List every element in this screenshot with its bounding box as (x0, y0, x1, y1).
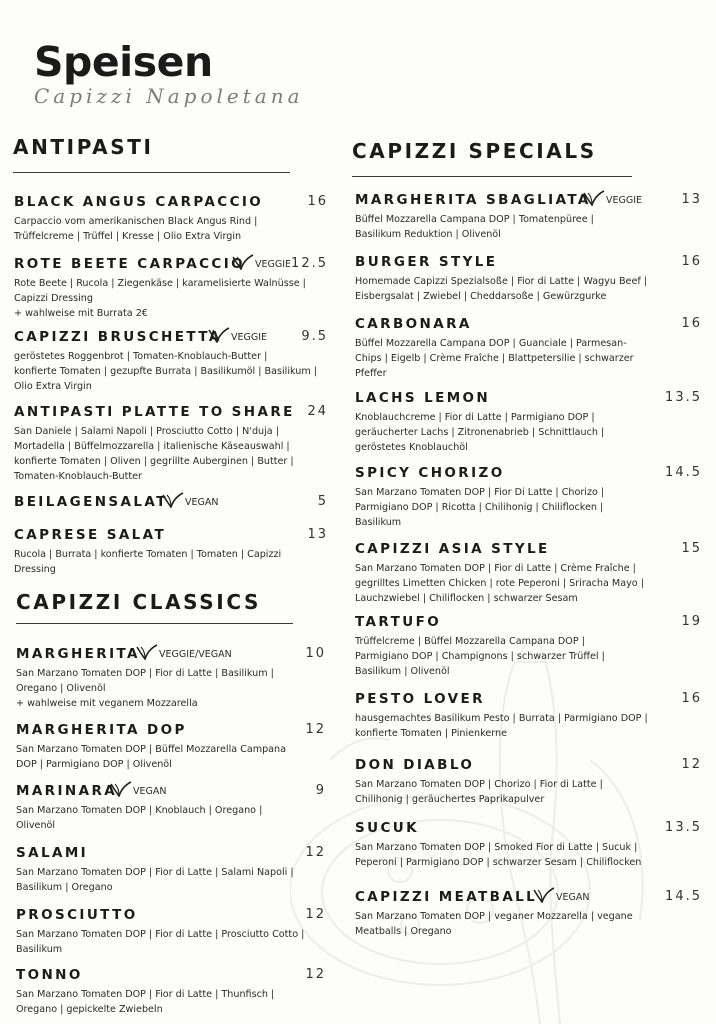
description-line: San Marzano Tomaten DOP | Büffel Mozzarella Campana (16, 744, 287, 755)
item-description (355, 561, 644, 606)
item-price: 13 (681, 192, 702, 207)
description-line: Oregano | gepickelte Zwiebeln (16, 1004, 163, 1015)
description-line: Carpaccio vom amerikanischen Black Angus Rind | (14, 216, 258, 227)
description-line: Rote Beete | Rucola | Ziegenkäse | karamelisierte Walnüsse | (14, 278, 306, 289)
item-description (355, 274, 647, 304)
item-price: 16 (307, 194, 328, 209)
description-line: konfierte Tomaten | Pinienkerne (355, 728, 508, 739)
description-line: geröstetes Knoblauchöl (355, 442, 468, 453)
description-line: Knoblauchcreme | Fior di Latte | Parmigiano DOP | (355, 412, 595, 423)
description-line: Büffel Mozzarella Campana DOP | Tomatenpüree | (355, 214, 594, 225)
description-line: Basilikum | Olivenöl (355, 666, 450, 677)
item-price: 12 (305, 845, 326, 860)
leaf-icon (162, 492, 184, 508)
description-line: Meatballs | Oregano (355, 926, 452, 937)
description-line: Basilikum | Oregano (16, 882, 113, 893)
item-price: 14.5 (665, 889, 702, 904)
description-line: San Marzano Tomaten DOP | Fior Di Latte | Chorizo | (355, 487, 605, 498)
item-name: MARGHERITA (16, 646, 140, 662)
description-line: geräucherter Lachs | Zitronenabrieb | Schnittlauch | (355, 427, 605, 438)
item-description (16, 865, 294, 895)
description-line: San Marzano Tomaten DOP | Smoked Fior di Latte | Sucuk | (355, 842, 638, 853)
description-line: Tomaten-Knoblauch-Butter (14, 471, 142, 482)
diet-tag-label: VEGGIE (231, 332, 268, 343)
item-price: 16 (681, 691, 702, 706)
description-line: konfierte Tomaten | gezupfte Burrata | Basilikumöl | Basilikum | (14, 366, 317, 377)
leaf-icon (110, 781, 132, 797)
description-line: Chilihonig | geräuchertes Paprikapulver (355, 794, 545, 805)
item-description (14, 424, 294, 484)
description-line: Dressing (14, 564, 56, 575)
diet-tag (110, 781, 166, 797)
description-line: Eisbergsalat | Zwiebel | Cheddarsoße | Gewürzgurke (355, 291, 607, 302)
item-description (16, 742, 286, 772)
description-line: DOP | Parmigiano DOP | Olivenöl (16, 759, 172, 770)
item-name: PESTO LOVER (355, 691, 485, 707)
leaf-icon (583, 190, 605, 206)
item-price: 16 (681, 254, 702, 269)
item-name: BURGER STYLE (355, 254, 498, 270)
item-description (16, 927, 304, 957)
item-name: SPICY CHORIZO (355, 465, 505, 481)
item-name: CAPRESE SALAT (14, 527, 167, 543)
item-name: CAPIZZI ASIA STYLE (355, 541, 550, 557)
leaf-icon (208, 327, 230, 343)
item-description (16, 987, 274, 1017)
diet-tag (583, 190, 642, 206)
item-price: 12.5 (291, 256, 328, 271)
description-line: gegrilltes Limetten Chicken | rote Peperoni | Sriracha Mayo | (355, 578, 644, 589)
description-line: Mortadella | Büffelmozzarella | italienische Käseauswahl | (14, 441, 290, 452)
divider (13, 172, 290, 173)
description-line: hausgemachtes Basilikum Pesto | Burrata | Parmigiano DOP | (355, 713, 648, 724)
description-line: San Marzano Tomaten DOP | Chorizo | Fior di Latte | (355, 779, 603, 790)
item-description (355, 711, 648, 741)
item-description (14, 547, 281, 577)
item-name: MARGHERITA SBAGLIATA (355, 192, 591, 208)
item-name: CARBONARA (355, 316, 472, 332)
description-line: Olivenöl (16, 820, 56, 831)
item-name: ANTIPASTI PLATTE TO SHARE (14, 404, 295, 420)
diet-tag (162, 492, 218, 508)
description-line: + wahlweise mit Burrata 2€ (14, 308, 148, 319)
description-line: Trüffelcreme | Büffel Mozzarella Campana DOP | (355, 636, 585, 647)
diet-tag-label: VEGGIE (255, 259, 292, 270)
item-price: 9 (315, 783, 326, 798)
diet-tag-label: VEGGIE/VEGAN (159, 649, 232, 660)
description-line: Pfeffer (355, 368, 387, 379)
item-name: PROSCIUTTO (16, 907, 138, 923)
section-classics: CAPIZZI CLASSICS (16, 590, 261, 614)
description-line: San Daniele | Salami Napoli | Prosciutto Cotto | N'duja | (14, 426, 279, 437)
description-line: San Marzano Tomaten DOP | veganer Mozzarella | vegane (355, 911, 633, 922)
diet-tag-label: VEGAN (133, 786, 167, 797)
diet-tag-label: VEGAN (556, 892, 590, 903)
item-description (355, 410, 604, 455)
item-description (14, 276, 306, 321)
pizza-chef-illustration (290, 640, 716, 1024)
description-line: + wahlweise mit veganem Mozzarella (16, 698, 198, 709)
item-price: 12 (305, 722, 326, 737)
item-price: 13.5 (665, 390, 702, 405)
item-price: 12 (681, 757, 702, 772)
item-name: BLACK ANGUS CARPACCIO (14, 194, 264, 210)
leaf-icon (232, 254, 254, 270)
item-description (16, 803, 262, 833)
item-price: 19 (681, 614, 702, 629)
item-name: LACHS LEMON (355, 390, 491, 406)
description-line: San Marzano Tomaten DOP | Fior di Latte | Thunfisch | (16, 989, 275, 1000)
item-description (355, 212, 594, 242)
section-antipasti: ANTIPASTI (13, 135, 154, 159)
item-description (355, 336, 634, 381)
item-name: BEILAGENSALAT (14, 494, 168, 510)
item-description (14, 349, 317, 394)
item-description (16, 666, 274, 711)
diet-tag (208, 327, 267, 343)
leaf-icon (136, 644, 158, 660)
leaf-icon (533, 887, 555, 903)
description-line: Trüffelcreme | Trüffel | Kresse | Olio Extra Virgin (14, 231, 242, 242)
diet-tag-label: VEGGIE (606, 195, 643, 206)
item-price: 12 (305, 907, 326, 922)
item-price: 15 (681, 541, 702, 556)
description-line: Oregano | Olivenöl (16, 683, 106, 694)
item-price: 13 (307, 527, 328, 542)
item-price: 5 (317, 494, 328, 509)
description-line: Parmigiano DOP | Ricotta | Chilihonig | Chiliflocken | (355, 502, 604, 513)
description-line: Homemade Capizzi Spezialsoße | Fior di Latte | Wagyu Beef | (355, 276, 648, 287)
description-line: Capizzi Dressing (14, 293, 93, 304)
description-line: geröstetes Roggenbrot | Tomaten-Knoblauch-Butter | (14, 351, 268, 362)
description-line: Olio Extra Virgin (14, 381, 92, 392)
item-name: CAPIZZI BRUSCHETTA (14, 329, 222, 345)
item-name: SUCUK (355, 820, 420, 836)
description-line: Parmigiano DOP | Champignons | schwarzer Trüffel | (355, 651, 605, 662)
item-name: ROTE BEETE CARPACCIO (14, 256, 246, 272)
item-price: 12 (305, 967, 326, 982)
diet-tag (533, 887, 589, 903)
item-name: SALAMI (16, 845, 89, 861)
description-line: San Marzano Tomaten DOP | Fior di Latte | Salami Napoli | (16, 867, 294, 878)
description-line: Chips | Eigelb | Crème Fraîche | Blattpetersilie | schwarzer (355, 353, 634, 364)
item-name: MARINARA (16, 783, 118, 799)
description-line: San Marzano Tomaten DOP | Fior di Latte | Prosciutto Cotto | (16, 929, 305, 940)
description-line: Peperoni | Parmigiano DOP | schwarzer Sesam | Chiliflocken (355, 857, 642, 868)
description-line: San Marzano Tomaten DOP | Fior di Latte | Basilikum | (16, 668, 274, 679)
section-specials: CAPIZZI SPECIALS (352, 139, 597, 163)
item-description (14, 214, 257, 244)
item-name: MARGHERITA DOP (16, 722, 187, 738)
description-line: San Marzano Tomaten DOP | Fior di Latte | Crème Fraîche | (355, 563, 636, 574)
item-price: 9.5 (301, 329, 328, 344)
item-price: 14.5 (665, 465, 702, 480)
diet-tag (232, 254, 291, 270)
divider (352, 176, 632, 177)
item-description (355, 777, 603, 807)
description-line: Lauchzwiebel | Chiliflocken | schwarzer Sesam (355, 593, 578, 604)
diet-tag-label: VEGAN (185, 497, 219, 508)
description-line: Basilikum (16, 944, 63, 955)
description-line: San Marzano Tomaten DOP | Knoblauch | Oregano | (16, 805, 263, 816)
item-price: 16 (681, 316, 702, 331)
item-description (355, 909, 633, 939)
description-line: konfierte Tomaten | Oliven | gegrillte Auberginen | Butter | (14, 456, 294, 467)
description-line: Büffel Mozzarella Campana DOP | Guanciale | Parmesan- (355, 338, 627, 349)
diet-tag (136, 644, 232, 660)
item-price: 10 (305, 646, 326, 661)
page-title: Speisen (34, 38, 213, 86)
item-name: CAPIZZI MEATBALL (355, 889, 538, 905)
item-description (355, 485, 604, 530)
description-line: Basilikum (355, 517, 402, 528)
item-name: DON DIABLO (355, 757, 475, 773)
item-description (355, 634, 605, 679)
divider (16, 623, 293, 624)
item-name: TARTUFO (355, 614, 442, 630)
description-line: Basilikum Reduktion | Olivenöl (355, 229, 501, 240)
item-name: TONNO (16, 967, 83, 983)
description-line: Rucola | Burrata | konfierte Tomaten | Tomaten | Capizzi (14, 549, 282, 560)
item-description (355, 840, 641, 870)
item-price: 13.5 (665, 820, 702, 835)
item-price: 24 (307, 404, 328, 419)
restaurant-subtitle: Capizzi Napoletana (34, 84, 304, 108)
